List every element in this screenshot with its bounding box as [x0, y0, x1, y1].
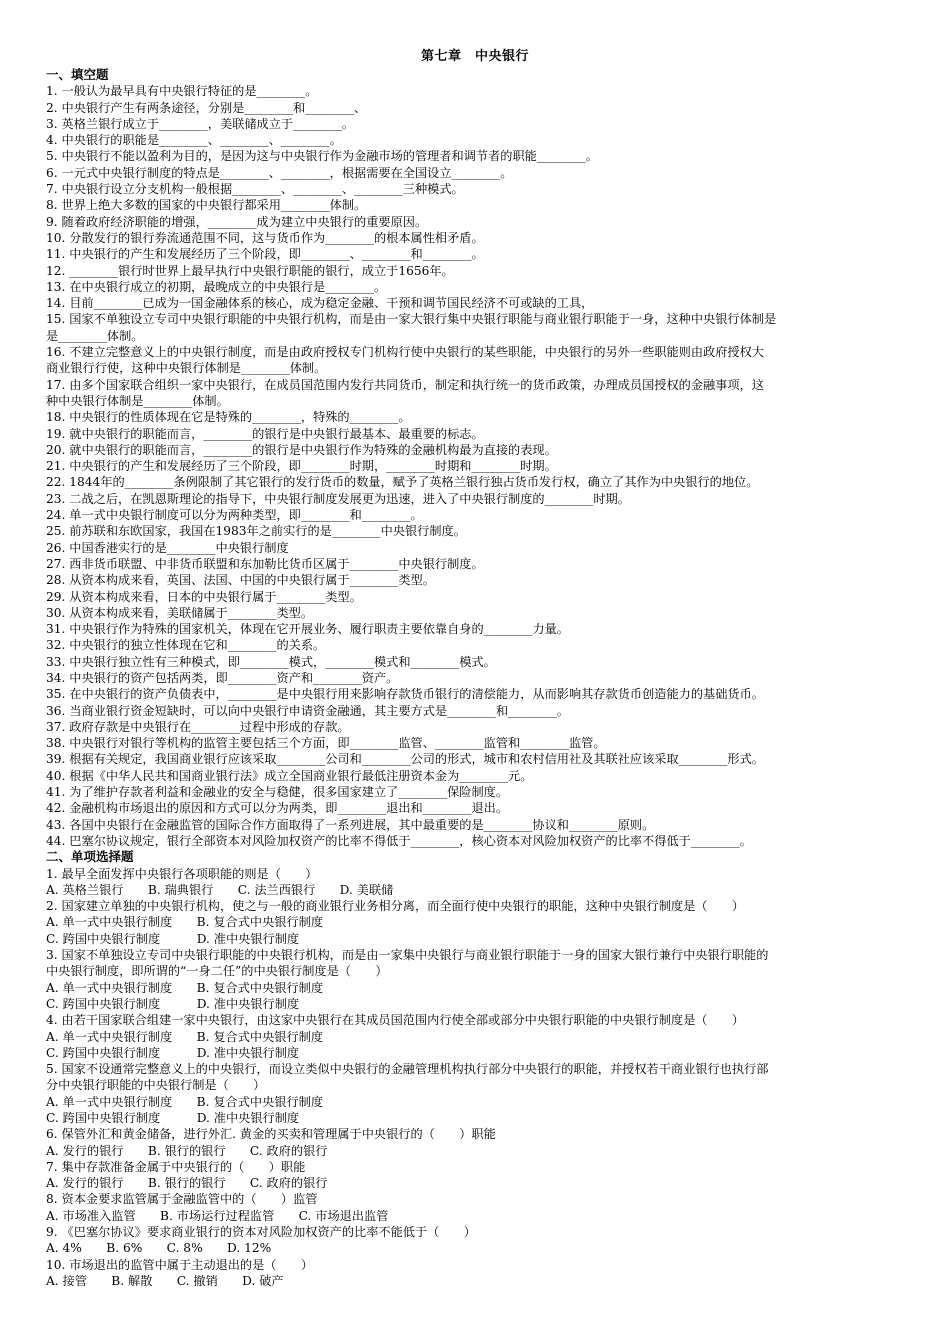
choice-question-line: A. 接管 B. 解散 C. 撤销 D. 破产 [46, 1273, 284, 1288]
fill-in-questions [46, 83, 904, 849]
single-choice-questions [46, 866, 904, 1290]
question-line: 2. 中央银行产生有两条途径，分别是________和________、 [46, 100, 367, 115]
question-line: 43. 各国中央银行在金融监管的国际合作方面取得了一系列进展，其中最重要的是________协议和________原则。 [46, 817, 655, 832]
question-line: 14. 目前________已成为一国金融体系的核心，成为稳定金融、干预和调节国民经济不可或缺的工具， [46, 296, 594, 311]
question-line: 27. 西非货币联盟、中非货币联盟和东加勒比货币区属于________中央银行制度。 [46, 556, 484, 571]
question-line: 22. 1844年的________条例限制了其它银行的发行货币的数量，赋予了英格兰银行独占货币发行权，确立了其作为中央银行的地位。 [46, 475, 759, 490]
question-line: 5. 中央银行不能以盈利为目的，是因为这与中央银行作为金融市场的管理者和调节者的职能________。 [46, 149, 598, 164]
question-line: 1. 一般认为最早具有中央银行特征的是________。 [46, 84, 318, 99]
question-line: 38. 中央银行对银行等机构的监管主要包括三个方面，即________监管、________监管和________监管。 [46, 736, 606, 751]
question-line: 35. 在中央银行的资产负债表中，________是中央银行用来影响存款货币银行的清偿能力，从而影响其存款货币创造能力的基础货币。 [46, 687, 764, 702]
choice-question-line: C. 跨国中央银行制度 D. 准中央银行制度 [46, 1111, 300, 1125]
question-line: 19. 就中央银行的职能而言，________的银行是中央银行最基本、最重要的标志。 [46, 426, 484, 441]
section-heading-fill-in: 一、填空题 [46, 67, 109, 82]
choice-question-line: 5. 国家不设通常完整意义上的中央银行，而设立类似中央银行的金融管理机构执行部分中央银行的职能，并授权若干商业银行也执行部 [46, 1062, 769, 1077]
choice-question-line: 6. 保管外汇和黄金储备，进行外汇. 黄金的买卖和管理属于中央银行的（ ）职能 [46, 1127, 496, 1142]
question-line: 33. 中央银行独立性有三种模式，即________模式，________模式和________模式。 [46, 654, 496, 669]
choice-question-line: C. 跨国中央银行制度 D. 准中央银行制度 [46, 996, 300, 1011]
question-line: 29. 从资本构成来看，日本的中央银行属于________类型。 [46, 589, 362, 604]
choice-question-line: A. 单一式中央银行制度 B. 复合式中央银行制度 [46, 980, 324, 995]
question-line: 44. 巴塞尔协议规定，银行全部资本对风险加权资产的比率不得低于________，核心资本对风险加权资产的比率不得低于________。 [46, 833, 752, 848]
question-line: 21. 中央银行的产生和发展经历了三个阶段，即________时期，________时期和________时期。 [46, 459, 557, 474]
question-line: 15. 国家不单独设立专司中央银行职能的中央银行机构，而是由一家大银行集中央银行职能与商业银行职能于一身，这种中央银行体制是 [46, 312, 777, 327]
choice-question-line: 8. 资本金要求监管属于金融监管中的（ ）监管 [46, 1192, 318, 1207]
choice-question-line: A. 发行的银行 B. 银行的银行 C. 政府的银行 [46, 1176, 328, 1191]
question-line: 4. 中央银行的职能是________、________、________。 [46, 133, 342, 148]
choice-question-line: A. 单一式中央银行制度 B. 复合式中央银行制度 [46, 1094, 324, 1109]
question-line: 是________体制。 [46, 328, 144, 343]
section-heading-single-choice: 二、单项选择题 [46, 849, 134, 865]
question-line: 8. 世界上绝大多数的国家的中央银行都采用________体制。 [46, 198, 367, 213]
choice-question-line: A. 发行的银行 B. 银行的银行 C. 政府的银行 [46, 1143, 328, 1158]
choice-question-line: 3. 国家不单独设立专司中央银行职能的中央银行机构，而是由一家集中央银行与商业银行职能于一身的国家大银行兼行中央银行职能的 [46, 948, 769, 963]
question-line: 34. 中央银行的资产包括两类，即________资产和________资产。 [46, 670, 399, 685]
question-line: 25. 前苏联和东欧国家，我国在1983年之前实行的是________中央银行制度。 [46, 524, 466, 539]
question-line: 9. 随着政府经济职能的增强，________成为建立中央银行的重要原因。 [46, 214, 428, 229]
question-line: 11. 中央银行的产生和发展经历了三个阶段，即________、________和________。 [46, 247, 484, 262]
question-line: 40. 根据《中华人民共和国商业银行法》成立全国商业银行最低注册资本金为________元。 [46, 768, 533, 783]
question-line: 6. 一元式中央银行制度的特点是________、________，根据需要在全国设立________。 [46, 165, 513, 180]
question-line: 24. 单一式中央银行制度可以分为两种类型，即________和________。 [46, 508, 423, 523]
question-line: 31. 中央银行作为特殊的国家机关，体现在它开展业务、履行职责主要依靠自身的________力量。 [46, 622, 569, 637]
choice-question-line: 9. 《巴塞尔协议》要求商业银行的资本对风险加权资产的比率不能低于（ ） [46, 1225, 476, 1240]
choice-question-line: C. 跨国中央银行制度 D. 准中央银行制度 [46, 1045, 300, 1060]
choice-question-line: C. 跨国中央银行制度 D. 准中央银行制度 [46, 931, 300, 946]
choice-question-line: 7. 集中存款准备金属于中央银行的（ ）职能 [46, 1159, 306, 1174]
question-line: 20. 就中央银行的职能而言，________的银行是中央银行作为特殊的金融机构最为直接的表现。 [46, 442, 557, 457]
choice-question-line: 10. 市场退出的监管中属于主动退出的是（ ） [46, 1257, 314, 1272]
question-line: 32. 中央银行的独立性体现在它和________的关系。 [46, 638, 326, 653]
question-line: 42. 金融机构市场退出的原因和方式可以分为两类，即________退出和________退出。 [46, 801, 509, 816]
choice-question-line: A. 英格兰银行 B. 瑞典银行 C. 法兰西银行 D. 美联储 [46, 882, 394, 897]
question-line: 18. 中央银行的性质体现在它是特殊的________，特殊的________。 [46, 410, 411, 425]
choice-question-line: 中央银行制度，即所谓的“一身二任”的中央银行制度是（ ） [46, 964, 388, 979]
choice-question-line: 4. 由若干国家联合组建一家中央银行，由这家中央银行在其成员国范围内行使全部或部分中央银行职能的中央银行制度是（ ） [46, 1013, 745, 1028]
page-title: 第七章 中央银行 [420, 49, 529, 64]
question-line: 17. 由多个国家联合组织一家中央银行，在成员国范围内发行共同货币，制定和执行统一的货币政策，办理成员国授权的金融事项，这 [46, 377, 764, 392]
question-line: 3. 英格兰银行成立于________，美联储成立于________。 [46, 116, 355, 131]
choice-question-line: 2. 国家建立单独的中央银行机构，使之与一般的商业银行业务相分离，而全面行使中央银行的职能，这种中央银行制度是（ ） [46, 899, 745, 914]
question-line: 41. 为了维护存款者利益和金融业的安全与稳健，很多国家建立了________保险制度。 [46, 785, 509, 800]
choice-question-line: A. 市场准入监管 B. 市场运行过程监管 C. 市场退出监管 [46, 1208, 389, 1223]
choice-question-line: A. 单一式中央银行制度 B. 复合式中央银行制度 [46, 915, 324, 930]
question-line: 39. 根据有关规定，我国商业银行应该采取________公司和________公司的形式，城市和农村信用社及其联社应该采取________形式。 [46, 752, 764, 767]
question-line: 37. 政府存款是中央银行在________过程中形成的存款。 [46, 719, 350, 734]
question-line: 商业银行行使，这种中央银行体制是________体制。 [46, 361, 327, 376]
question-line: 13. 在中央银行成立的初期，最晚成立的中央银行是________。 [46, 279, 387, 294]
question-line: 12. ________银行时世界上最早执行中央银行职能的银行，成立于1656年。 [46, 263, 454, 278]
question-line: 26. 中国香港实行的是________中央银行制度 [46, 540, 289, 555]
choice-question-line: 1. 最早全面发挥中央银行各项职能的则是（ ） [46, 866, 318, 881]
question-line: 种中央银行体制是________体制。 [46, 393, 229, 408]
choice-question-line: 分中央银行职能的中央银行制是（ ） [46, 1078, 266, 1093]
question-line: 23. 二战之后，在凯恩斯理论的指导下，中央银行制度发展更为迅速，进入了中央银行制度的________时期。 [46, 491, 630, 506]
choice-question-line: A. 4% B. 6% C. 8% D. 12% [46, 1241, 272, 1256]
choice-question-line: A. 单一式中央银行制度 B. 复合式中央银行制度 [46, 1029, 324, 1044]
question-line: 30. 从资本构成来看，美联储属于________类型。 [46, 605, 314, 620]
question-line: 7. 中央银行设立分支机构一般根据________、________、________三种模式。 [46, 182, 464, 197]
question-line: 10. 分散发行的银行券流通范围不同，这与货币作为________的根本属性相矛盾。 [46, 230, 484, 245]
question-line: 28. 从资本构成来看，英国、法国、中国的中央银行属于________类型。 [46, 573, 435, 588]
question-line: 16. 不建立完整意义上的中央银行制度，而是由政府授权专门机构行使中央银行的某些职能，中央银行的另外一些职能则由政府授权大 [46, 345, 764, 360]
question-line: 36. 当商业银行资金短缺时，可以向中央银行申请资金融通，其主要方式是________和________。 [46, 703, 569, 718]
